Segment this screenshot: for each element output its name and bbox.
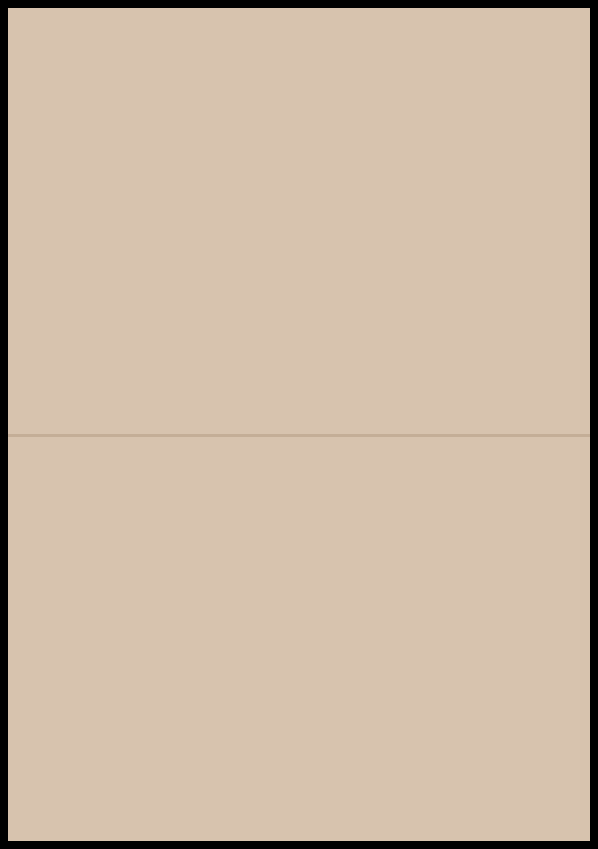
card-sheet xyxy=(8,8,590,841)
fold-line xyxy=(8,434,590,437)
